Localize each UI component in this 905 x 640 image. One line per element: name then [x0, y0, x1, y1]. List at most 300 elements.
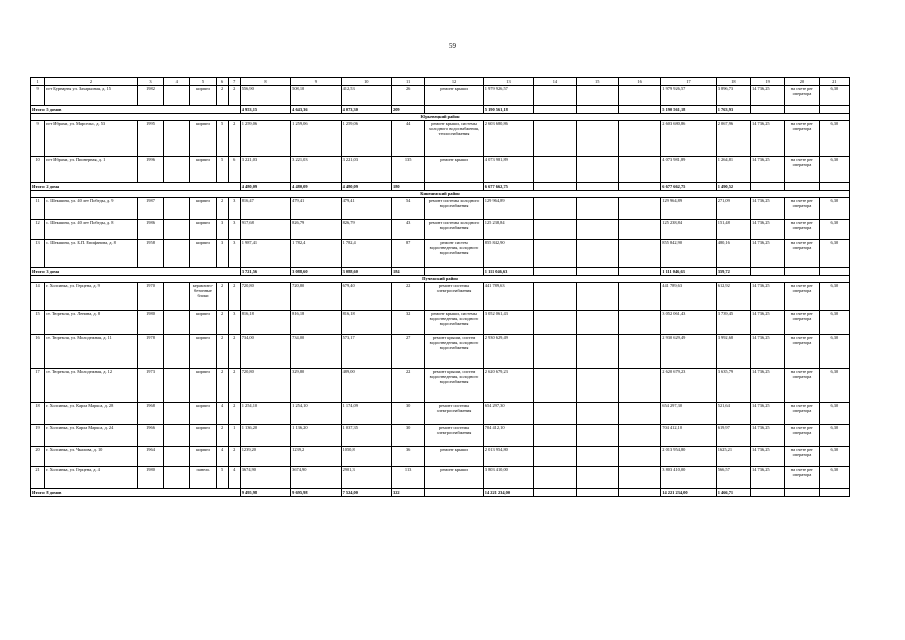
table-cell: 704 412,10 — [483, 425, 533, 447]
table-cell: 3 221,03 — [240, 157, 290, 183]
table-cell: 2 — [216, 86, 228, 106]
table-cell — [576, 425, 618, 447]
table-cell — [576, 198, 618, 220]
table-cell: Итого: 3 дома — [31, 268, 241, 276]
table-cell: панель — [190, 467, 216, 489]
table-cell — [618, 183, 660, 191]
table-cell — [576, 240, 618, 268]
table-cell: 4 073,30 — [341, 106, 391, 114]
table-cell: 14 221 234,00 — [661, 489, 716, 497]
table-cell: 2 603 680,86 — [661, 121, 716, 157]
table-row — [31, 369, 850, 403]
table-cell: 322 — [392, 489, 425, 497]
table-cell — [618, 467, 660, 489]
table-cell: 2 930 629,49 — [661, 335, 716, 369]
table-cell: 125 238,84 — [661, 220, 716, 240]
table-cell: 3 088,60 — [291, 268, 341, 276]
table-cell: кирпич — [190, 335, 216, 369]
table-cell: 14 736,25 — [751, 467, 785, 489]
table-cell: 14 736,25 — [751, 240, 785, 268]
table-cell: 6,30 — [819, 467, 849, 489]
table-cell: 129 964,89 — [661, 198, 716, 220]
table-cell: керамзито-бетонные блоки — [190, 283, 216, 311]
table-cell: 1 763,93 — [716, 106, 750, 114]
table-cell — [164, 403, 190, 425]
table-cell — [751, 268, 785, 276]
table-cell — [618, 157, 660, 183]
table-cell: Кинешмский район — [31, 191, 850, 198]
table-cell: 2 — [228, 335, 240, 369]
table-cell — [534, 183, 576, 191]
table-cell: 2 — [216, 335, 228, 369]
table-cell: 14 — [31, 283, 45, 311]
table-cell: 271,09 — [716, 198, 750, 220]
table-cell: ремонт системы холодного водоснабжения — [425, 220, 484, 240]
table-cell: 1 — [228, 425, 240, 447]
table-row — [31, 467, 850, 489]
table-cell: 1995 — [137, 121, 163, 157]
table-cell: 3 088,60 — [341, 268, 391, 276]
table-cell — [576, 467, 618, 489]
table-cell: 816,47 — [240, 198, 290, 220]
table-cell — [819, 106, 849, 114]
table-cell: 2 — [228, 121, 240, 157]
table-cell — [576, 283, 618, 311]
table-cell: на счете рег оператора — [785, 369, 819, 403]
table-cell — [618, 86, 660, 106]
table-cell: ремонт крыши — [425, 157, 484, 183]
table-cell: 180 — [392, 183, 425, 191]
table-cell: 19 — [751, 78, 785, 86]
table-cell: 3 992,68 — [716, 335, 750, 369]
table-cell: 3 — [228, 240, 240, 268]
table-cell — [618, 268, 660, 276]
table-cell: 3 221,03 — [291, 157, 341, 183]
table-cell: 479,41 — [291, 198, 341, 220]
table-cell: 2 620 679,23 — [661, 369, 716, 403]
table-cell: 9 495,98 — [240, 489, 290, 497]
table-cell: 412,53 — [341, 86, 391, 106]
table-cell: 20 — [31, 447, 45, 467]
table-cell: 14 221 234,00 — [483, 489, 533, 497]
table-cell: 1239,20 — [240, 447, 290, 467]
table-cell: 14 736,25 — [751, 447, 785, 467]
table-cell: 30 — [392, 425, 425, 447]
table-cell: 4 — [164, 78, 190, 86]
table-cell: 1958 — [137, 240, 163, 268]
table-cell: 87 — [392, 240, 425, 268]
table-cell: 4 073 981,89 — [483, 157, 533, 183]
table-cell: ст. Тюремля, ул. Ленина, д. 8 — [45, 311, 138, 335]
table-cell — [164, 447, 190, 467]
table-cell: 5 190 561,18 — [661, 106, 716, 114]
table-cell — [576, 311, 618, 335]
table-cell — [425, 106, 484, 114]
table-cell: 6,30 — [819, 403, 849, 425]
table-cell: кирпич — [190, 240, 216, 268]
table-cell — [576, 403, 618, 425]
table-cell: 135 — [392, 157, 425, 183]
table-cell: 32 — [392, 311, 425, 335]
table-cell: 2 620 679,23 — [483, 369, 533, 403]
table-cell: 734,00 — [291, 335, 341, 369]
table-cell: 3 635,79 — [716, 369, 750, 403]
table-cell — [425, 183, 484, 191]
table-cell — [534, 447, 576, 467]
table-cell: 1 111 046,63 — [483, 268, 533, 276]
table-cell: 9 695,98 — [291, 489, 341, 497]
table-cell: на счете рег оператора — [785, 283, 819, 311]
table-cell: 3 803 410,00 — [661, 467, 716, 489]
table-cell: ремонт крыши, систем водоотведения, холодного водоснабжения — [425, 335, 484, 369]
table-row — [31, 283, 850, 311]
table-cell: 1968 — [137, 403, 163, 425]
table-cell: 1 — [31, 78, 45, 86]
table-cell: 489,00 — [341, 369, 391, 403]
table-cell: ремонт крыши, системы водоотведения, холодного водоснабжения — [425, 311, 484, 335]
table-cell — [785, 183, 819, 191]
table-cell: ремонт системы электроснабжения — [425, 283, 484, 311]
table-cell: 5 — [216, 157, 228, 183]
table-cell: 1980 — [137, 311, 163, 335]
table-cell: 6 677 662,75 — [483, 183, 533, 191]
table-cell: 3 — [228, 198, 240, 220]
table-cell: 3674,90 — [240, 467, 290, 489]
table-cell: Итого: 2 дома — [31, 183, 241, 191]
table-cell: 1 782,4 — [341, 240, 391, 268]
table-cell: 2 — [216, 198, 228, 220]
total-row — [31, 268, 850, 276]
table-cell — [534, 283, 576, 311]
table-cell: 566,57 — [716, 467, 750, 489]
table-cell: 4 953,15 — [240, 106, 290, 114]
table-row — [31, 240, 850, 268]
table-cell: 15 — [576, 78, 618, 86]
table-cell: 4 073 981,89 — [661, 157, 716, 183]
table-cell: 151,48 — [716, 220, 750, 240]
table-cell: на счете рег оператора — [785, 311, 819, 335]
table-cell: 2 — [228, 86, 240, 106]
table-cell — [618, 121, 660, 157]
table-cell — [534, 121, 576, 157]
table-cell: 2 — [228, 447, 240, 467]
table-cell: г. Холсинка, ул. Герцена, д. 4 — [45, 467, 138, 489]
table-cell: 1 136,20 — [291, 425, 341, 447]
table-cell: 4 — [228, 467, 240, 489]
table-cell: 184 — [392, 268, 425, 276]
table-cell: 113 — [392, 467, 425, 489]
table-cell: 2 — [45, 78, 138, 86]
table-cell — [576, 447, 618, 467]
table-cell: 521,64 — [716, 403, 750, 425]
table-cell: 1050,8 — [341, 447, 391, 467]
table-cell — [618, 106, 660, 114]
table-cell: 4 480,09 — [341, 183, 391, 191]
table-cell — [534, 268, 576, 276]
page-number: 59 — [449, 42, 456, 50]
table-row — [31, 403, 850, 425]
table-cell — [618, 447, 660, 467]
table-cell — [576, 183, 618, 191]
table-cell: 14 — [534, 78, 576, 86]
table-cell — [164, 283, 190, 311]
table-cell: на счете рег оператора — [785, 335, 819, 369]
table-row — [31, 121, 850, 157]
table-cell: 6,30 — [819, 283, 849, 311]
table-cell: 720,80 — [240, 283, 290, 311]
table-cell: на счете рег оператора — [785, 220, 819, 240]
table-cell: ст. Тюремля, ул. Молодежная, д. 12 — [45, 369, 138, 403]
table-cell — [534, 157, 576, 183]
table-row — [31, 198, 850, 220]
table-cell — [576, 157, 618, 183]
table-cell: 3 052 061,43 — [483, 311, 533, 335]
table-cell: 12 — [31, 220, 45, 240]
table-cell: ст. Тюремля, ул. Молодежная, д. 11 — [45, 335, 138, 369]
table-cell: 22 — [392, 283, 425, 311]
table-cell: ремонт системы электроснабжения — [425, 403, 484, 425]
table-cell: кирпич — [190, 369, 216, 403]
table-cell — [618, 283, 660, 311]
total-row — [31, 183, 850, 191]
table-cell: с. Шекшина, ул. Б.П. Епифанова, д. 8 — [45, 240, 138, 268]
table-cell: пгт Бурнарты ул. Захарьиная, д. 15 — [45, 86, 138, 106]
table-cell: 18 — [716, 78, 750, 86]
table-cell — [164, 425, 190, 447]
table-cell — [618, 425, 660, 447]
table-cell: ремонт крыши — [425, 86, 484, 106]
table-cell: 1625,21 — [716, 447, 750, 467]
table-cell: 2 067,96 — [716, 121, 750, 157]
table-cell: 10 — [31, 157, 45, 183]
district-row — [31, 114, 850, 121]
table-cell: 508,10 — [291, 86, 341, 106]
table-cell: 6,30 — [819, 369, 849, 403]
table-cell: 826,79 — [341, 220, 391, 240]
table-cell — [576, 369, 618, 403]
table-cell — [534, 220, 576, 240]
table-cell — [618, 220, 660, 240]
table-cell: 1 254,10 — [240, 403, 290, 425]
table-cell: 3 — [228, 311, 240, 335]
table-cell: на счете рег оператора — [785, 198, 819, 220]
table-cell: 1966 — [137, 425, 163, 447]
table-cell: 1 466,71 — [716, 489, 750, 497]
table-cell — [534, 335, 576, 369]
table-cell: 1 264,81 — [716, 157, 750, 183]
table-cell: 14 736,25 — [751, 335, 785, 369]
total-row — [31, 489, 850, 497]
table-cell: 14 736,25 — [751, 369, 785, 403]
table-cell — [164, 240, 190, 268]
table-cell: Итого: 8 домов — [31, 489, 241, 497]
table-cell: 18 — [31, 403, 45, 425]
table-cell: г. Холсинка, ул. Карла Маркса, д. 24 — [45, 425, 138, 447]
table-row — [31, 220, 850, 240]
table-cell: 2 — [216, 311, 228, 335]
table-cell: 6,30 — [819, 220, 849, 240]
table-cell: 704 412,10 — [661, 425, 716, 447]
table-cell: на счете рег оператора — [785, 121, 819, 157]
table-cell: кирпич — [190, 198, 216, 220]
table-cell: 1982 — [137, 86, 163, 106]
table-cell: 5 190 561,18 — [483, 106, 533, 114]
table-cell: 5 — [216, 121, 228, 157]
table-cell: 14 736,25 — [751, 283, 785, 311]
table-cell: 441 789,63 — [483, 283, 533, 311]
table-cell: ремонт крыши, системы холодного водоснабжения, теплоснабжения — [425, 121, 484, 157]
table-cell: с. Шекшина, ул. 40 лет Победы, д. 8 — [45, 220, 138, 240]
table-cell — [164, 311, 190, 335]
table-cell: 3 — [216, 240, 228, 268]
table-cell — [576, 489, 618, 497]
table-cell: 26 — [392, 86, 425, 106]
table-cell: пгт Ибрахи, ул. Марсельс, д. 53 — [45, 121, 138, 157]
table-cell: 6 677 662,75 — [661, 183, 716, 191]
total-row — [31, 106, 850, 114]
table-cell: 1 037,35 — [341, 425, 391, 447]
table-cell: кирпич — [190, 311, 216, 335]
header-row — [31, 78, 850, 86]
table-cell: 855 842,90 — [661, 240, 716, 268]
table-cell: 480,16 — [716, 240, 750, 268]
table-cell: 479,41 — [341, 198, 391, 220]
table-cell: 3 803 410,00 — [483, 467, 533, 489]
table-row — [31, 311, 850, 335]
table-cell: 4 480,09 — [291, 183, 341, 191]
table-cell: 6,30 — [819, 86, 849, 106]
table-cell — [819, 183, 849, 191]
table-cell — [576, 86, 618, 106]
table-cell: 1239,2 — [291, 447, 341, 467]
table-cell: 6,30 — [819, 198, 849, 220]
table-cell: ремонт крыши — [425, 447, 484, 467]
table-cell — [618, 369, 660, 403]
table-cell — [618, 489, 660, 497]
table-cell: 359,72 — [716, 268, 750, 276]
table-cell: 11 — [392, 78, 425, 86]
table-cell: 129 964,89 — [483, 198, 533, 220]
table-cell: 1 174,09 — [341, 403, 391, 425]
table-cell: 1964 — [137, 447, 163, 467]
table-cell — [751, 489, 785, 497]
table-cell — [164, 157, 190, 183]
table-cell — [534, 106, 576, 114]
table-cell: 15 — [31, 311, 45, 335]
table-cell: 2 — [216, 283, 228, 311]
table-cell: на счете рег оператора — [785, 157, 819, 183]
table-cell: 2 — [228, 369, 240, 403]
table-cell — [618, 240, 660, 268]
table-cell: 5 — [216, 467, 228, 489]
table-cell: 1 111 046,63 — [661, 268, 716, 276]
table-row — [31, 335, 850, 369]
table-cell — [534, 467, 576, 489]
table-cell: 2 — [216, 425, 228, 447]
housing-repair-table — [30, 77, 850, 497]
table-cell: 734,00 — [240, 335, 290, 369]
table-cell: 1973 — [137, 369, 163, 403]
table-cell — [164, 369, 190, 403]
table-cell — [534, 311, 576, 335]
table-cell: 16 — [618, 78, 660, 86]
table-cell — [785, 106, 819, 114]
table-cell: 6,30 — [819, 121, 849, 157]
table-cell: 10 — [341, 78, 391, 86]
table-cell — [534, 403, 576, 425]
table-cell — [819, 268, 849, 276]
table-cell: ремонт крыши, систем водоотведения, холодного водоснабжения — [425, 369, 484, 403]
table-cell — [425, 268, 484, 276]
table-cell: 11 — [31, 198, 45, 220]
table-cell: 1 259,06 — [240, 121, 290, 157]
table-cell: Пучежский район — [31, 276, 850, 283]
table-cell: 816,18 — [341, 311, 391, 335]
table-cell: 2 013 954,80 — [483, 447, 533, 467]
table-cell: 3674,90 — [291, 467, 341, 489]
table-cell — [576, 106, 618, 114]
table-cell: 855 842,90 — [483, 240, 533, 268]
table-cell: 125 238,84 — [483, 220, 533, 240]
table-cell — [576, 268, 618, 276]
table-cell — [164, 198, 190, 220]
table-cell: на счете рег оператора — [785, 86, 819, 106]
table-cell — [751, 106, 785, 114]
table-cell: 14 736,25 — [751, 220, 785, 240]
table-cell: 654 297,30 — [483, 403, 533, 425]
table-cell: ремонт систем водоотведения, холодного водоснабжения — [425, 240, 484, 268]
table-cell: 8 — [240, 78, 290, 86]
table-cell: 816,18 — [291, 311, 341, 335]
table-cell: 826,79 — [291, 220, 341, 240]
table-cell: пгт Ибрахи, ул. Пионерная, д. 1 — [45, 157, 138, 183]
table-cell — [534, 369, 576, 403]
table-cell: 1 979 926,57 — [483, 86, 533, 106]
table-cell — [164, 86, 190, 106]
table-cell — [534, 489, 576, 497]
table-cell: 209 — [392, 106, 425, 114]
table-cell: на счете рег оператора — [785, 447, 819, 467]
table-cell — [576, 335, 618, 369]
table-cell: 21 — [31, 467, 45, 489]
table-cell: 14 736,25 — [751, 86, 785, 106]
table-cell — [576, 121, 618, 157]
table-cell: 9 — [291, 78, 341, 86]
table-cell: 44 — [392, 121, 425, 157]
table-cell: 30 — [392, 403, 425, 425]
table-cell — [164, 335, 190, 369]
district-row — [31, 276, 850, 283]
table-cell: 7 524,00 — [341, 489, 391, 497]
table-cell — [618, 311, 660, 335]
table-cell: 14 736,25 — [751, 121, 785, 157]
table-cell: 329,80 — [291, 369, 341, 403]
table-cell — [819, 489, 849, 497]
table-row — [31, 447, 850, 467]
table-cell: 556,90 — [240, 86, 290, 106]
table-cell: 43 — [392, 220, 425, 240]
table-cell: 1 136,20 — [240, 425, 290, 447]
table-cell: 3 — [228, 220, 240, 240]
table-cell: 14 736,25 — [751, 198, 785, 220]
table-cell: Юрьевецкий район — [31, 114, 850, 121]
table-cell: кирпич — [190, 220, 216, 240]
table-cell: 3 052 061,43 — [661, 311, 716, 335]
table-cell: 4 — [216, 403, 228, 425]
table-cell: 6,30 — [819, 425, 849, 447]
table-cell — [576, 220, 618, 240]
table-cell: 6,30 — [819, 240, 849, 268]
